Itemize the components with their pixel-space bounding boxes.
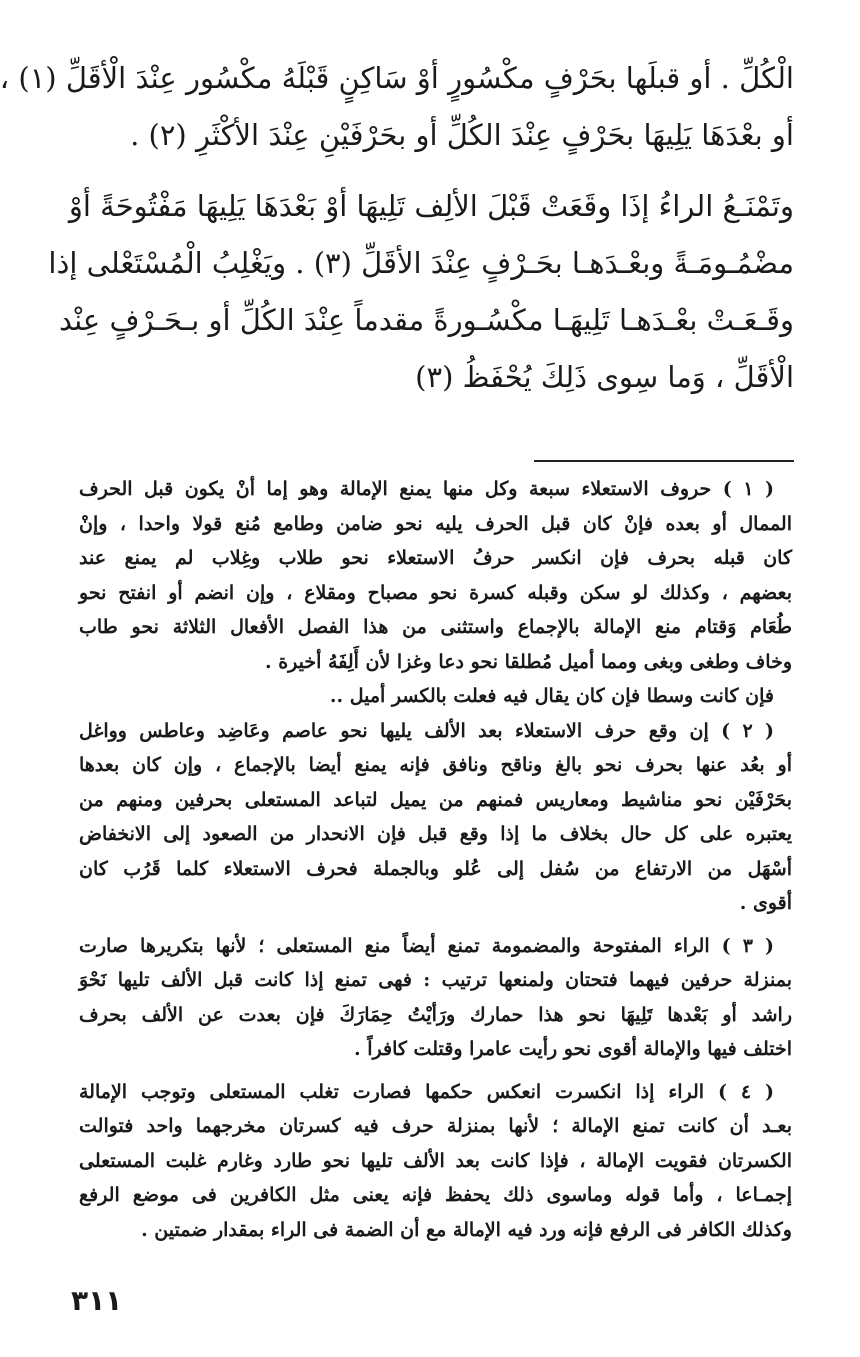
- footnote-line: أقوى .: [739, 892, 792, 914]
- footnote-line: راشد أو بَعْدها تَلِيهَا نحو هذا حمارك ورَأيْتُ حِمَارَكَ فإن بعدت عن الألف بحرف: [79, 1003, 792, 1026]
- footnote-line: طُعَام وَقتام منع الإمالة بالإجماع واستثنى من هذا الفصل الأفعال الثلاثة نحو طاب: [79, 616, 792, 638]
- footnote-line: بعضهم ، وكذلك لو سكن وقبله كسرة نحو مصباح ومقلاع ، وإن انضم أو انفتح نحو: [79, 581, 792, 604]
- main-paragraph-1: [0, 50, 794, 164]
- footnote-line: إجمـاعا ، وأما قوله وماسوى ذلك يحفظ فإنه يعنى مثل الكافرين فى موضع الرفع: [79, 1184, 792, 1206]
- main-line: الْكُلِّ . أو قبلَها بحَرْفٍ مكْسُورٍ أوْ سَاكِنٍ قَبْلَهُ مكْسُور عِنْدَ الْأقَلِّ (١) ،: [0, 61, 794, 95]
- footnote-line: اختلف فيها والإمالة أقوى نحو رأيت عامرا وقتلت كافراً .: [354, 1038, 792, 1060]
- footnote-line: ( ١ ) حروف الاستعلاء سبعة وكل منها يمنع الإمالة وهو إما أنْ يكون قبل الحرف: [79, 478, 775, 500]
- footnote-4: [79, 1075, 792, 1248]
- main-paragraph-2: [48, 178, 794, 406]
- footnote-line: وخاف وطغى وبغى ومما أميل مُطلقا نحو دعا وغزا لأن أَلِفَهُ أخيرة .: [265, 650, 792, 673]
- footnote-line: بحَرْفَيْن نحو مناشيط ومعاريس فمنهم من يميل لتباعد المستعلى بحرفين ومنهم من: [79, 788, 792, 811]
- footnote-line: ( ٣ ) الراء المفتوحة والمضمومة تمنع أيضاً منع المستعلى ؛ لأنها بتكريرها صارت: [79, 934, 774, 957]
- main-line: الْأقَلِّ ، وَما سِوى ذَلِكَ يُحْفَظُ (٣): [415, 360, 794, 394]
- footnotes: [77, 472, 794, 1247]
- footnote-3: [79, 929, 792, 1067]
- footnote-line: وكذلك الكافر فى الرفع فإنه ورد فيه الإمالة مع أن الضمة فى الراء بمقدار ضمتين .: [141, 1218, 792, 1241]
- footnote-line: ( ٤ ) الراء إذا انكسرت انعكس حكمها فصارت تغلب المستعلى وتوجب الإمالة: [79, 1080, 774, 1103]
- main-line: مضْمُـومَـةً وبعْـدَهـا بحَـرْفٍ عِنْدَ الأقَلِّ (٣) . ويَغْلِبُ الْمُسْتَعْلى إذا: [48, 246, 794, 280]
- footnote-line: فإن كانت وسطا فإن كان يقال فيه فعلت بالكسر أميل ..: [329, 685, 774, 707]
- footnote-line: ( ٢ ) إن وقع حرف الاستعلاء بعد الألف يليها نحو عاصم وعَاضِد وعاطس وواغل: [79, 719, 774, 742]
- main-line: أو بعْدَهَا يَلِيهَا بحَرْفٍ عِنْدَ الكُلِّ أو بحَرْفَيْنِ عِنْدَ الأكْثَرِ (٢) .: [130, 118, 794, 152]
- footnote-line: الممال أو بعده فإنْ كان قبل الحرف يليه نحو ضامن وطامع مُنع قولا واحدا ، وإنْ: [79, 512, 792, 535]
- main-line: وقَـعَـتْ بعْـدَهـا تَلِيهَـا مكْسُـورةً مقدماً عِنْدَ الكُلِّ أو بـحَـرْفٍ عِنْد: [58, 303, 794, 337]
- footnote-line: كان قبله بحرف فإن انكسر حرفُ الاستعلاء نحو طلاب وغِلاب لم يمنع عند: [79, 547, 792, 569]
- footnote-2: [79, 714, 792, 921]
- page-number: ٣١١: [71, 1284, 123, 1317]
- footnote-line: بمنزلة حرفين فيهما فتحتان ولمنعها ترتيب : فهى تمنع إذا كانت قبل الألف تليها نَحْوَ: [79, 969, 792, 991]
- footnote-line: يعتبره على كل حال بخلاف ما إذا وقع قبل فإن الانحدار من الصعود إلى الانخفاض: [79, 823, 792, 845]
- main-line: وتَمْنَـعُ الراءُ إذَا وقَعَتْ قَبْلَ الألِف تَلِيهَا أوْ بَعْدَهَا يَلِيهَا مَفْتُوحَةً أوْ: [68, 189, 794, 223]
- footnote-gap: [79, 1067, 792, 1075]
- footnote-separator-rule: [534, 460, 794, 462]
- paragraph-gap: [77, 164, 794, 178]
- footnote-line: الكسرتان فقويت الإمالة ، فإذا كانت بعد الألف تليها نحو طارد وغارم غلبت المستعلى: [79, 1149, 792, 1172]
- footnote-gap: [79, 921, 792, 929]
- footnote-line: أسْهَل من الارتفاع من سُفل إلى عُلو وبالجملة فحرف الاستعلاء كلما قَرُب كان: [79, 857, 792, 880]
- footnote-line: أو بعُد عنها بحرف نحو بالغ وناقح ونافق فإنه يمنع أيضا بالإجماع ، وإن كان بعدها: [79, 754, 792, 776]
- main-text: [0, 50, 794, 406]
- footnote-line: بعـد أن كانت تمنع الإمالة ؛ لأنها بمنزلة حرف فيه كسرتان مخرجهما واحد فتوالت: [79, 1115, 792, 1137]
- footnote-1: [79, 472, 792, 714]
